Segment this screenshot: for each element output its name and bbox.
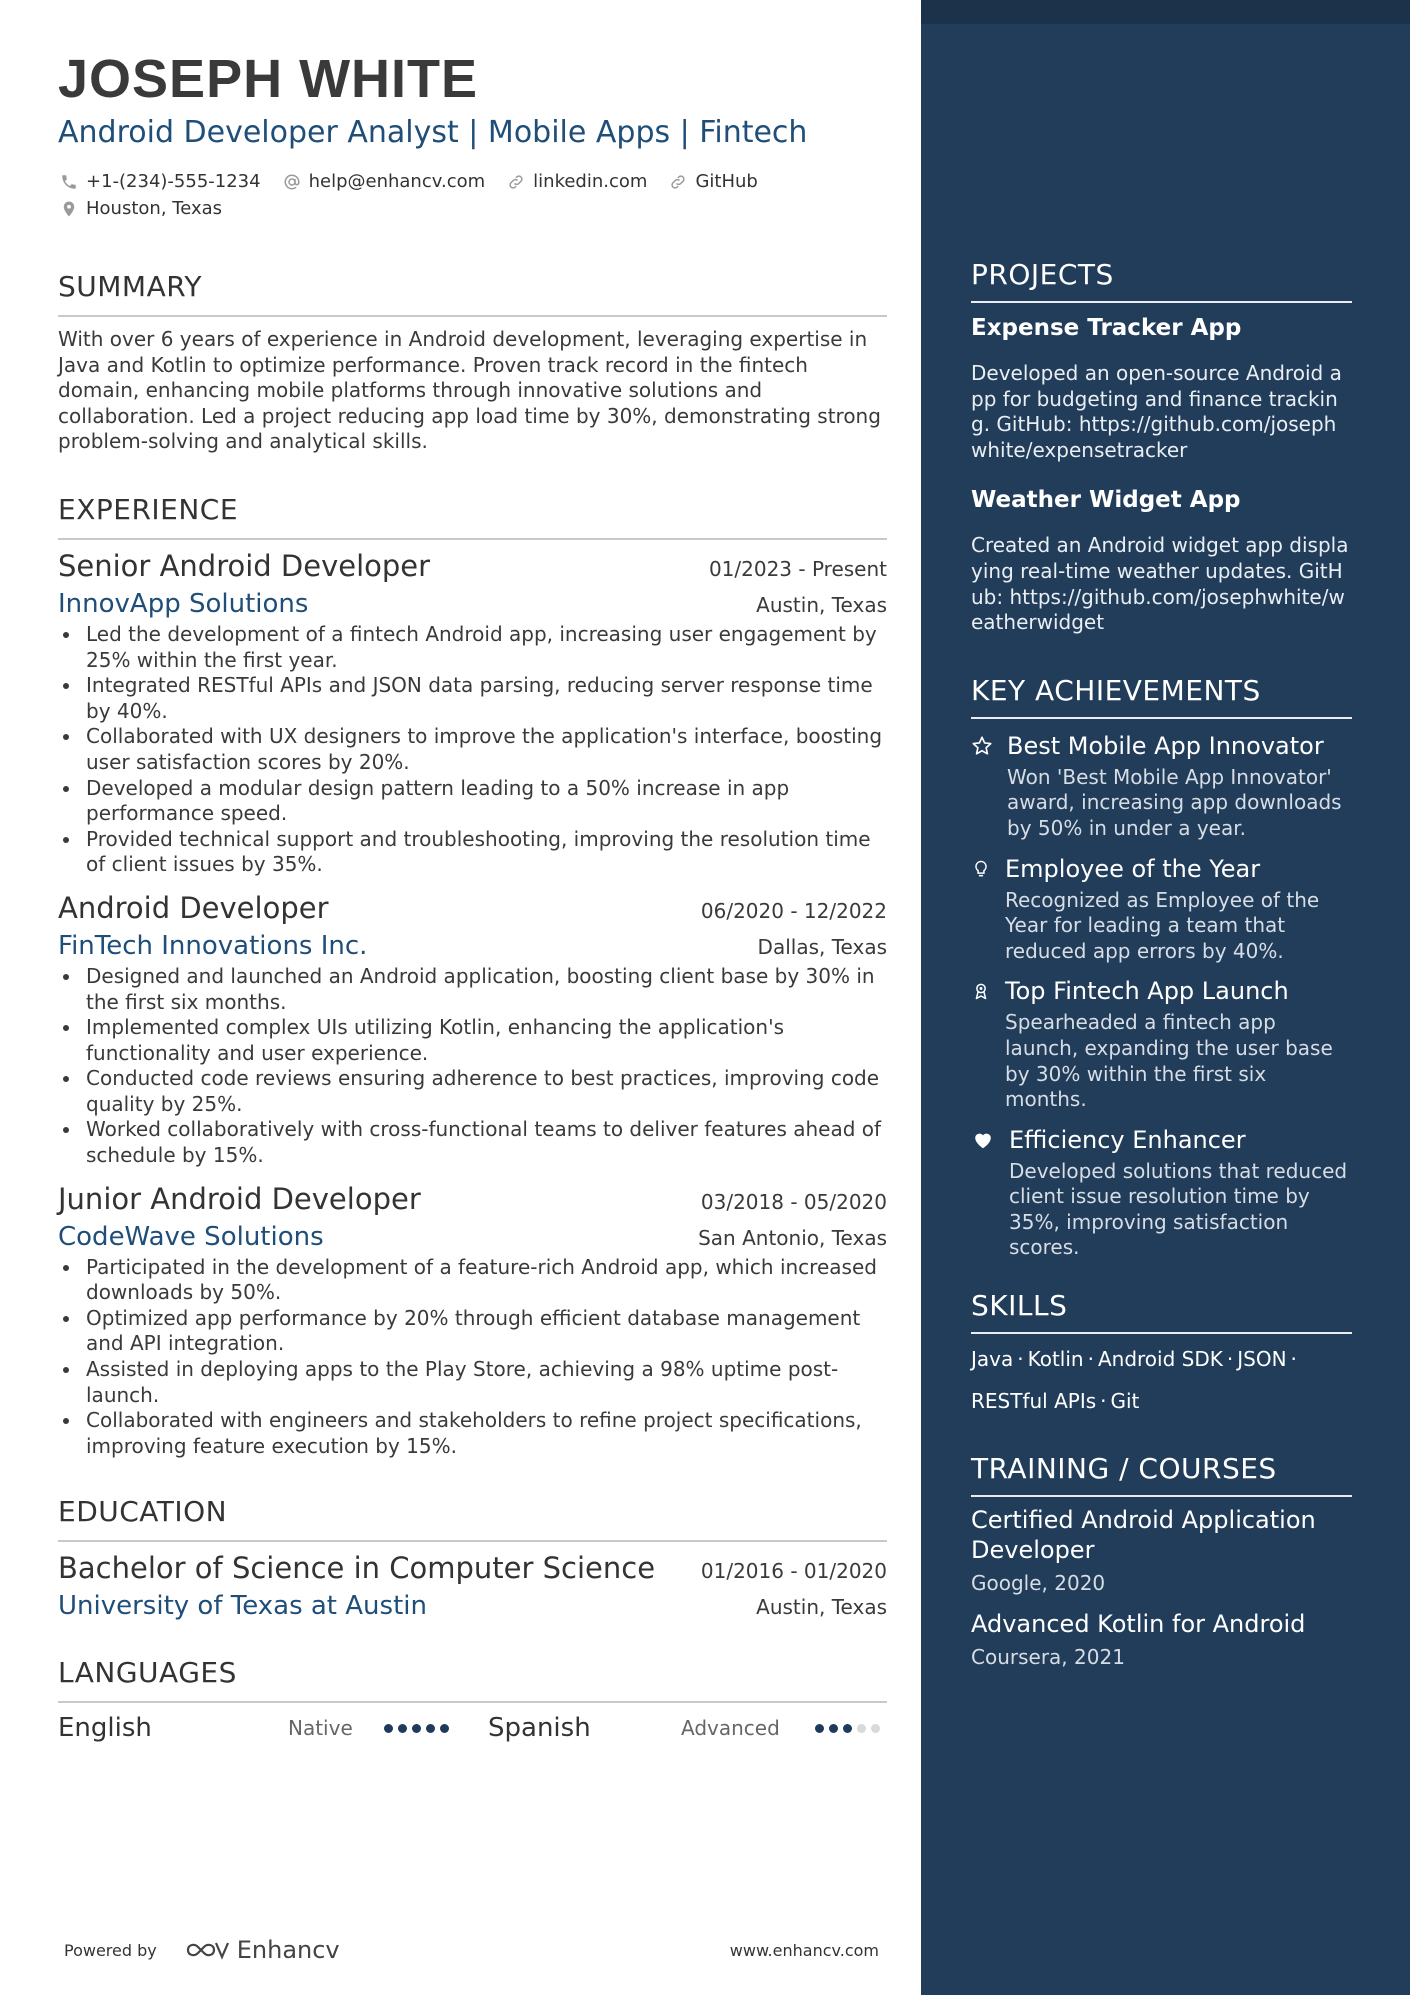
medal-icon <box>971 976 991 1004</box>
rating-dot <box>412 1724 421 1733</box>
achievement-description: Won 'Best Mobile App Innovator' award, increasing app downloads by 50% in under a year. <box>1007 764 1342 840</box>
github-contact[interactable] <box>667 171 757 193</box>
enhancv-logo-icon <box>185 1938 231 1962</box>
course-item <box>971 1609 1352 1671</box>
achievement-title: Efficiency Enhancer <box>1009 1125 1246 1154</box>
linkedin-text: linkedin.com <box>533 171 648 192</box>
heart-icon <box>971 1125 995 1153</box>
bullet-item: Collaborated with engineers and stakeholders to refine project specifications, improving feature execution by 15%. <box>58 1408 887 1459</box>
section-divider <box>58 1701 887 1703</box>
bullet-item: Conducted code reviews ensuring adherence to best practices, improving code quality by 25%. <box>58 1066 887 1117</box>
at-sign-icon <box>281 171 303 193</box>
company-name: InnovApp Solutions <box>58 588 309 619</box>
achievement-description: Developed solutions that reduced client issue resolution time by 35%, improving satisfaction scores. <box>1009 1158 1348 1260</box>
job-location: Dallas, Texas <box>757 934 887 959</box>
lightbulb-icon <box>971 854 991 882</box>
skill-tag: Java <box>971 1347 1014 1372</box>
rating-dot <box>384 1724 393 1733</box>
candidate-name: JOSEPH WHITE <box>58 49 479 109</box>
company-name: FinTech Innovations Inc. <box>58 930 368 961</box>
section-divider <box>971 717 1352 719</box>
link-icon <box>505 171 527 193</box>
language-name: English <box>58 1713 152 1744</box>
project-item <box>971 485 1352 635</box>
projects-heading: PROJECTS <box>971 258 1114 291</box>
course-provider: Google, 2020 <box>971 1571 1106 1596</box>
bullet-item: Participated in the development of a feature-rich Android app, which increased downloads by 50%. <box>58 1255 887 1306</box>
projects-section <box>971 258 1352 636</box>
achievement-title: Best Mobile App Innovator <box>1007 731 1324 760</box>
achievements-section <box>971 674 1352 1261</box>
summary-heading: SUMMARY <box>58 270 203 303</box>
education-section <box>58 1495 887 1622</box>
achievement-item <box>971 854 1352 965</box>
achievement-item <box>971 1125 1352 1261</box>
achievements-heading: KEY ACHIEVEMENTS <box>971 673 1261 707</box>
skills-heading: SKILLS <box>971 1289 1068 1323</box>
rating-dot <box>440 1724 449 1733</box>
rating-dot <box>815 1724 824 1733</box>
job-dates: 06/2020 - 12/2022 <box>700 898 887 923</box>
languages-row <box>58 1713 887 1743</box>
map-pin-icon <box>58 198 80 220</box>
language-item <box>58 1713 452 1743</box>
skills-section <box>971 1289 1352 1422</box>
achievement-description: Recognized as Employee of the Year for leading a team that reduced app errors by 40%. <box>1005 887 1320 963</box>
bullet-item: Assisted in deploying apps to the Play Store, achieving a 98% uptime post-launch. <box>58 1357 887 1408</box>
star-icon <box>971 731 993 759</box>
bullet-item: Integrated RESTful APIs and JSON data parsing, reducing server response time by 40%. <box>58 673 887 724</box>
bullet-item: Collaborated with UX designers to improve the application's interface, boosting user satisfaction scores by 20%. <box>58 724 887 775</box>
job-dates: 03/2018 - 05/2020 <box>700 1189 887 1214</box>
job-bullets <box>58 964 887 1169</box>
job-dates: 01/2023 - Present <box>708 556 887 581</box>
languages-section <box>58 1656 887 1743</box>
training-heading: TRAINING / COURSES <box>971 1452 1277 1486</box>
job-location: San Antonio, Texas <box>698 1225 887 1250</box>
bullet-item: Designed and launched an Android application, boosting client base by 30% in the first six months. <box>58 964 887 1015</box>
job-entry <box>58 1181 887 1460</box>
github-text: GitHub <box>695 171 758 192</box>
email-text: help@enhancv.com <box>308 171 486 192</box>
language-level: Advanced <box>681 1716 780 1741</box>
skill-tag: JSON <box>1237 1347 1287 1372</box>
bullet-item: Worked collaboratively with cross-functional teams to deliver features ahead of schedule by 15%. <box>58 1117 887 1168</box>
experience-section <box>58 493 887 1459</box>
bullet-item: Developed a modular design pattern leading to a 50% increase in app performance speed. <box>58 776 887 827</box>
sidebar <box>921 0 1410 1995</box>
degree-title: Bachelor of Science in Computer Science <box>58 1551 656 1586</box>
course-item <box>971 1505 1352 1597</box>
link-icon <box>667 171 689 193</box>
education-dates: 01/2016 - 01/2020 <box>700 1559 887 1584</box>
sidebar-top-bar <box>921 0 1410 24</box>
footer-website[interactable]: www.enhancv.com <box>729 1940 879 1960</box>
location-text: Houston, Texas <box>86 198 223 219</box>
company-name: CodeWave Solutions <box>58 1221 324 1252</box>
footer <box>64 1928 879 1972</box>
job-entry <box>58 890 887 1169</box>
job-bullets <box>58 1255 887 1460</box>
brand-name: Enhancv <box>236 1936 340 1964</box>
linkedin-contact[interactable] <box>505 171 647 193</box>
language-rating <box>815 1724 880 1733</box>
project-description: Created an Android widget app displaying real-time weather updates. GitHub: https://github.com/josephwhite/weatherwidget <box>971 533 1349 635</box>
languages-heading: LANGUAGES <box>58 1656 237 1690</box>
course-provider: Coursera, 2021 <box>971 1645 1125 1670</box>
project-title: Weather Widget App <box>971 487 1241 514</box>
candidate-tagline: Android Developer Analyst | Mobile Apps | Fintech <box>58 115 808 150</box>
bullet-item: Led the development of a fintech Android app, increasing user engagement by 25% within the first year. <box>58 622 887 673</box>
job-entry <box>58 548 887 878</box>
language-item <box>488 1713 886 1743</box>
achievement-title: Top Fintech App Launch <box>1005 977 1289 1006</box>
rating-dot <box>426 1724 435 1733</box>
contact-info <box>58 168 887 222</box>
email-contact[interactable] <box>281 171 486 193</box>
language-rating <box>384 1724 449 1733</box>
phone-icon <box>58 171 80 193</box>
project-title: Expense Tracker App <box>971 315 1242 341</box>
section-divider <box>58 315 887 317</box>
summary-section <box>58 270 887 455</box>
location-contact <box>58 198 222 220</box>
summary-text: With over 6 years of experience in Android development, leveraging expertise in Java and Kotlin to optimize performance. Proven track record in the fintech domain, enhancing mobile platforms through innovative solutions and collaboration. Led a project reducing app load time by 30%, demonstrating strong problem-solving and analytical skills. <box>58 327 881 454</box>
education-heading: EDUCATION <box>58 1495 228 1529</box>
section-divider <box>971 1495 1352 1497</box>
language-level: Native <box>288 1716 353 1741</box>
project-item <box>971 313 1352 463</box>
phone-contact[interactable] <box>58 171 261 193</box>
course-title: Advanced Kotlin for Android <box>971 1610 1306 1639</box>
powered-by <box>64 1936 340 1964</box>
language-name: Spanish <box>488 1713 591 1744</box>
job-title: Junior Android Developer <box>58 1181 421 1216</box>
job-bullets <box>58 622 887 878</box>
project-description: Developed an open-source Android app for budgeting and finance tracking. GitHub: https://github.com/josephwhite/expensetracker <box>971 361 1342 462</box>
rating-dot <box>398 1724 407 1733</box>
bullet-item: Provided technical support and troubleshooting, improving the resolution time of client issues by 35%. <box>58 827 887 878</box>
skill-tag: Git <box>1110 1389 1140 1414</box>
training-section <box>971 1452 1352 1671</box>
job-title: Senior Android Developer <box>58 548 431 583</box>
bullet-item: Implemented complex UIs utilizing Kotlin, enhancing the application's functionality and user experience. <box>58 1015 887 1066</box>
course-title: Certified Android Application Developer <box>971 1506 1316 1565</box>
rating-dot <box>829 1724 838 1733</box>
achievement-title: Employee of the Year <box>1005 854 1261 883</box>
skill-tag: RESTful APIs <box>971 1389 1097 1414</box>
job-title: Android Developer <box>58 890 329 925</box>
powered-by-label: Powered by <box>64 1940 157 1960</box>
section-divider <box>58 1540 887 1542</box>
section-divider <box>971 1332 1352 1334</box>
achievement-description: Spearheaded a fintech app launch, expanding the user base by 30% within the first six months. <box>1005 1010 1333 1112</box>
phone-text: +1-(234)-555-1234 <box>86 171 261 192</box>
achievement-item <box>971 731 1352 842</box>
bullet-item: Optimized app performance by 20% through efficient database management and API integration. <box>58 1306 887 1357</box>
section-divider <box>58 538 887 540</box>
skill-tag: Android SDK <box>1097 1347 1223 1372</box>
section-divider <box>971 301 1352 303</box>
school-name: University of Texas at Austin <box>58 1591 427 1622</box>
experience-heading: EXPERIENCE <box>58 492 239 526</box>
enhancv-logo[interactable] <box>185 1936 340 1964</box>
rating-dot <box>843 1724 852 1733</box>
rating-dot <box>857 1724 866 1733</box>
job-location: Austin, Texas <box>756 592 887 617</box>
skill-tag: Kotlin <box>1027 1347 1084 1372</box>
school-location: Austin, Texas <box>756 1595 887 1620</box>
skills-list: Java · Kotlin · Android SDK · JSON · RESTful APIs · Git <box>971 1347 1297 1414</box>
rating-dot <box>871 1724 880 1733</box>
achievement-item <box>971 976 1352 1112</box>
